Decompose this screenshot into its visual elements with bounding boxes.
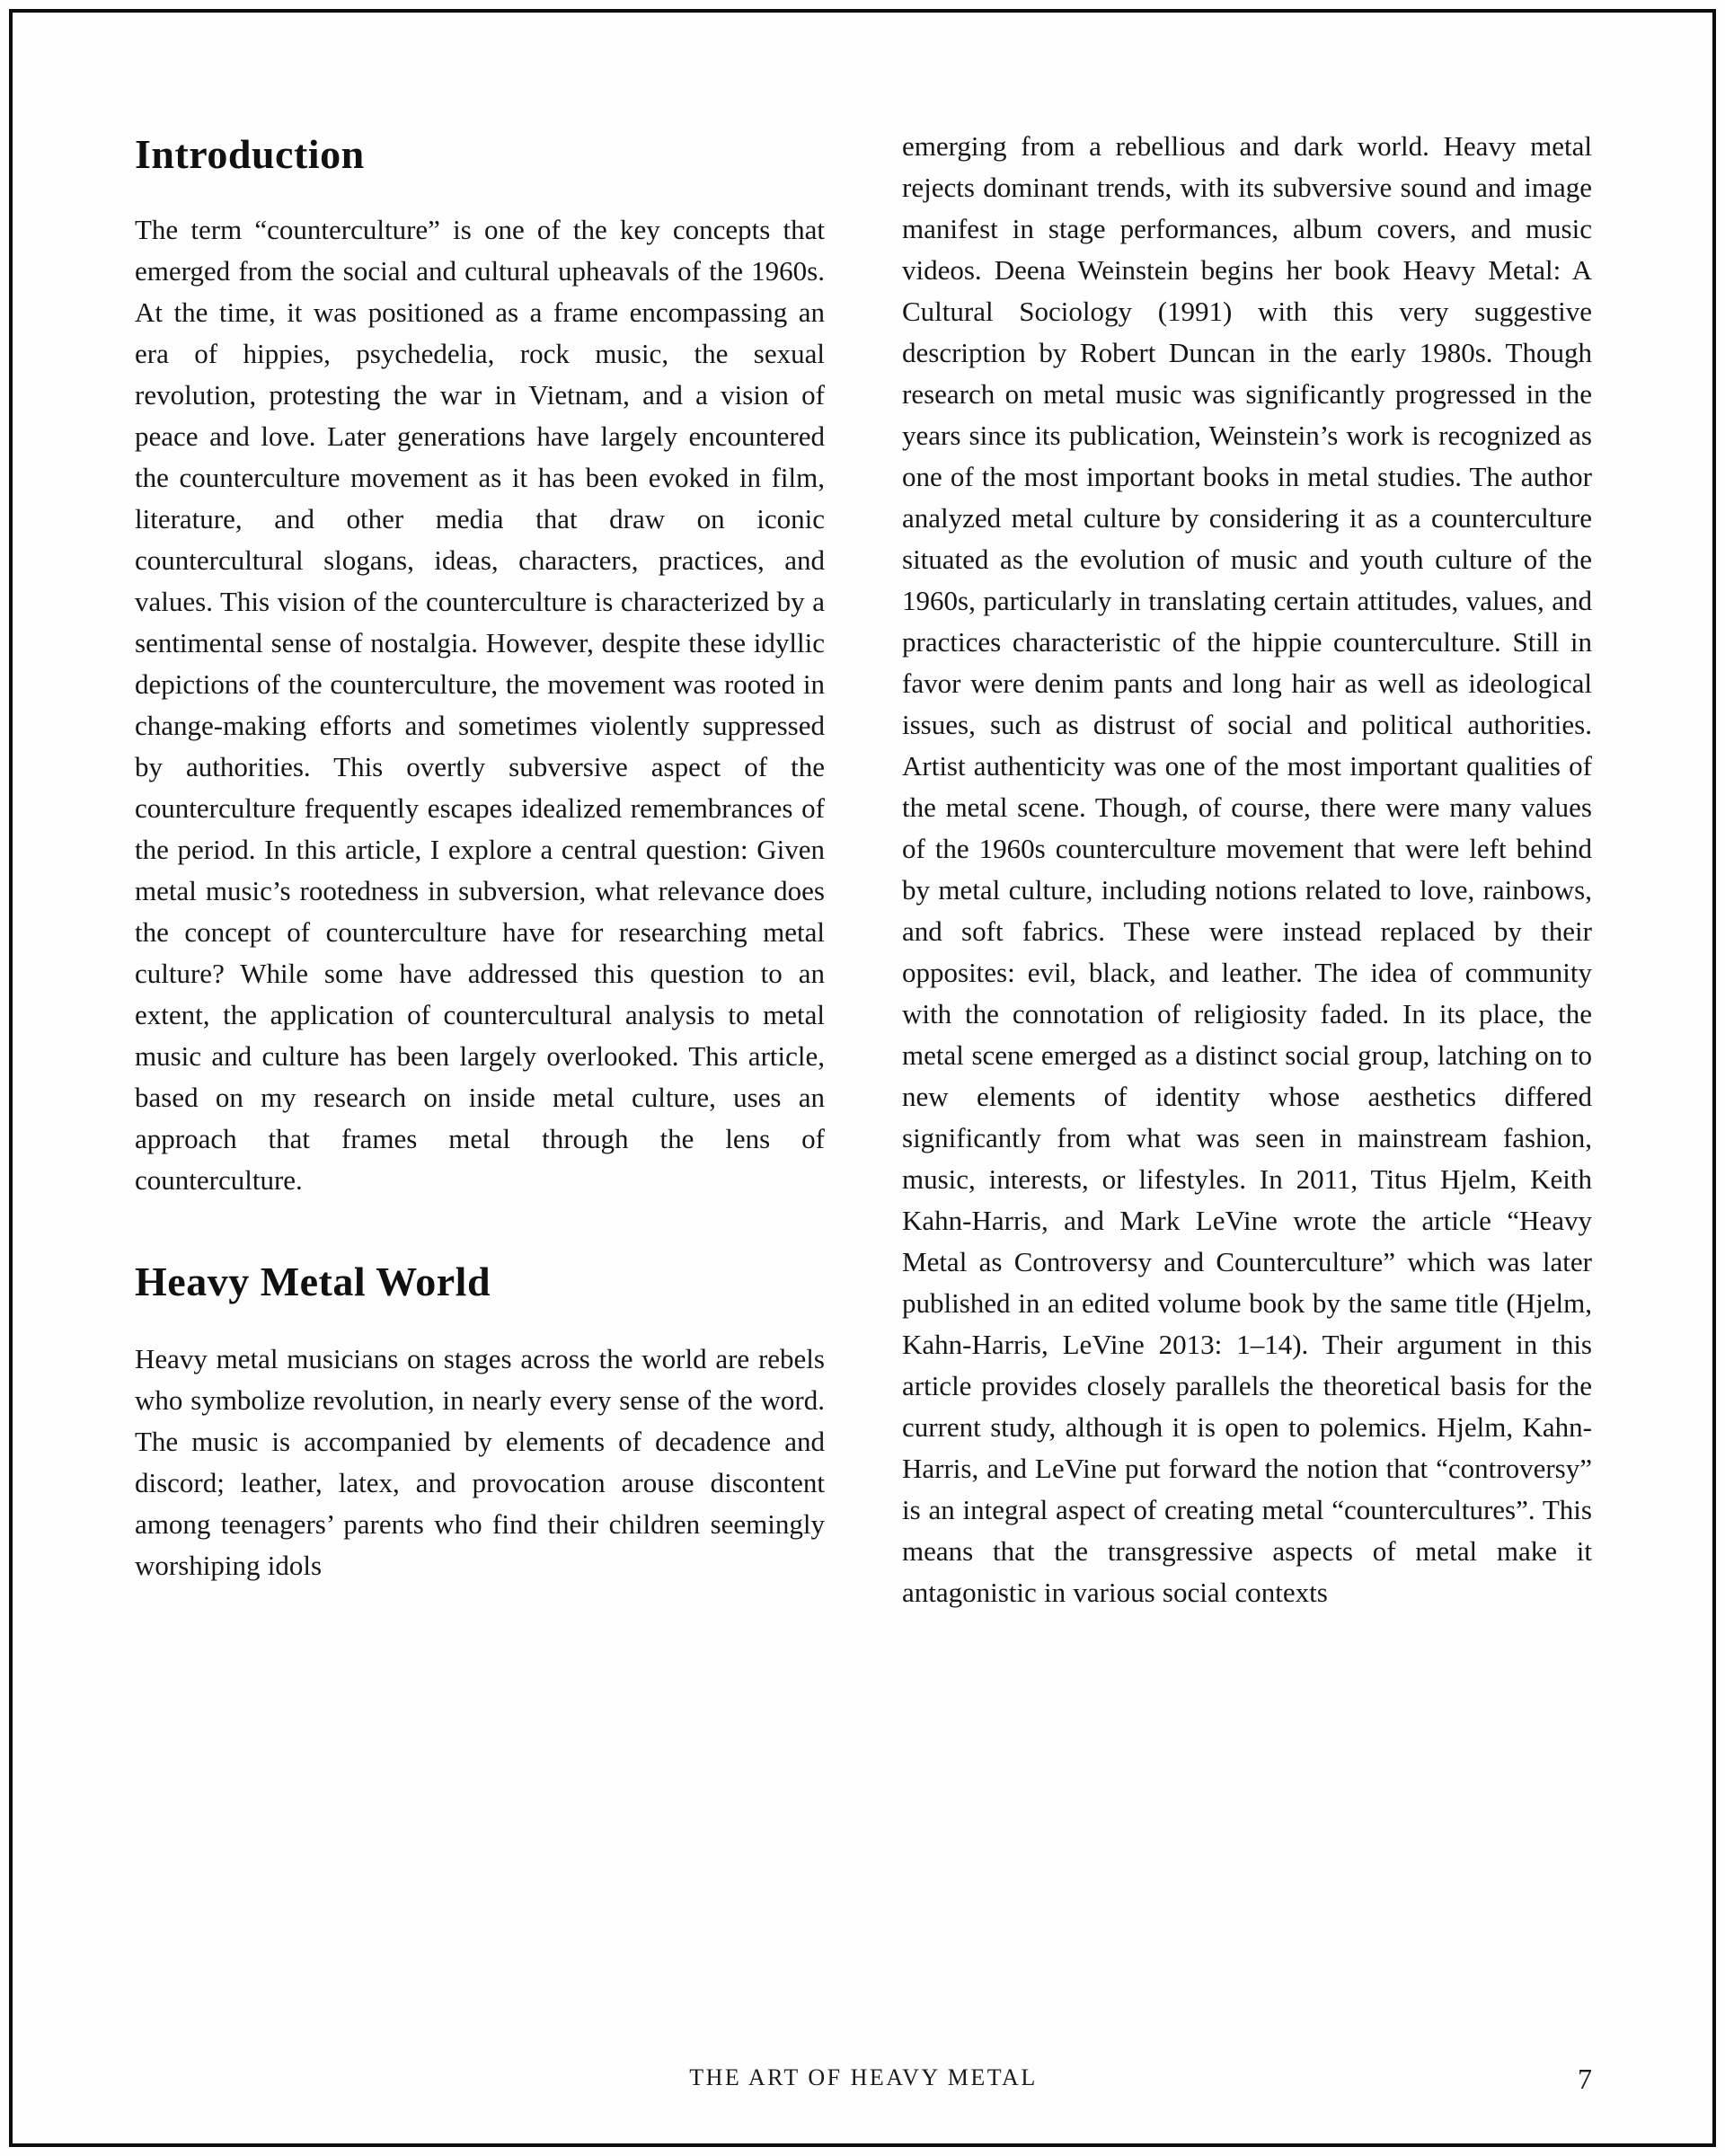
article-body	[135, 126, 1592, 1613]
right-column	[902, 126, 1592, 1613]
running-title: THE ART OF HEAVY METAL	[689, 2064, 1038, 2090]
page-number: 7	[1578, 2063, 1592, 2095]
heavy-metal-world-paragraph-left: Heavy metal musicians on stages across the world are rebels who symbolize revolution, in nearly every sense of the word. The music is accompanied by elements of decadence and discord; leather, latex, and provocation arouse discontent among teenagers’ parents who find their children seemingly worshiping idols	[135, 1342, 825, 1581]
section-heading-introduction: Introduction	[135, 131, 365, 177]
introduction-paragraph: The term “counterculture” is one of the key concepts that emerged from the social and cultural upheavals of the 1960s. At the time, it was positioned as a frame encompassing an era of hippies, psychedelia, rock music, the sexual revolution, protesting the war in Vietnam, and a vision of peace and love. Later generations have largely encountered the counterculture movement as it has been evoked in film, literature, and other media that draw on iconic countercultural slogans, ideas, characters, practices, and values. This vision of the counterculture is characterized by a sentimental sense of nostalgia. However, despite these idyllic depictions of the counterculture, the movement was rooted in change-making efforts and sometimes violently suppressed by authorities. This overtly subversive aspect of the counterculture frequently escapes idealized remembrances of the period. In this article, I explore a central question: Given metal music’s rootedness in subversion, what relevance does the concept of counterculture have for researching metal culture? While some have addressed this question to an extent, the application of countercultural analysis to metal music and culture has been largely overlooked. This article, based on my research on inside metal culture, uses an approach that frames metal through the lens of counterculture.	[135, 213, 825, 1196]
page-footer	[135, 2064, 1592, 2104]
heavy-metal-world-paragraph-right: emerging from a rebellious and dark world. Heavy metal rejects dominant trends, with its subversive sound and image manifest in stage performances, album covers, and music videos. Deena Weinstein begins her book Heavy Metal: A Cultural Sociology (1991) with this very suggestive description by Robert Duncan in the early 1980s. Though research on metal music was significantly progressed in the years since its publication, Weinstein’s work is recognized as one of the most important books in metal studies. The author analyzed metal culture by considering it as a counterculture situated as the evolution of music and youth culture of the 1960s, particularly in translating certain attitudes, values, and practices characteristic of the hippie counterculture. Still in favor were denim pants and long hair as well as ideological issues, such as distrust of social and political authorities. Artist authenticity was one of the most important qualities of the metal scene. Though, of course, there were many values of the 1960s counterculture movement that were left behind by metal culture, including notions related to love, rainbows, and soft fabrics. These were instead replaced by their opposites: evil, black, and leather. The idea of community with the connotation of religiosity faded. In its place, the metal scene emerged as a distinct social group, latching on to new elements of identity whose aesthetics differed significantly from what was seen in mainstream fashion, music, interests, or lifestyles. In 2011, Titus Hjelm, Keith Kahn-Harris, and Mark LeVine wrote the article “Heavy Metal as Controversy and Counterculture” which was later published in an edited volume book by the same title (Hjelm, Kahn-Harris, LeVine 2013: 1–14). Their argument in this article provides closely parallels the theoretical basis for the current study, although it is open to polemics. Hjelm, Kahn-Harris, and LeVine put forward the notion that “controversy” is an integral aspect of creating metal “countercultures”. This means that the transgressive aspects of metal make it antagonistic in various social contexts	[902, 130, 1592, 1608]
left-column	[135, 126, 825, 1613]
section-heading-heavy-metal-world: Heavy Metal World	[135, 1258, 491, 1304]
